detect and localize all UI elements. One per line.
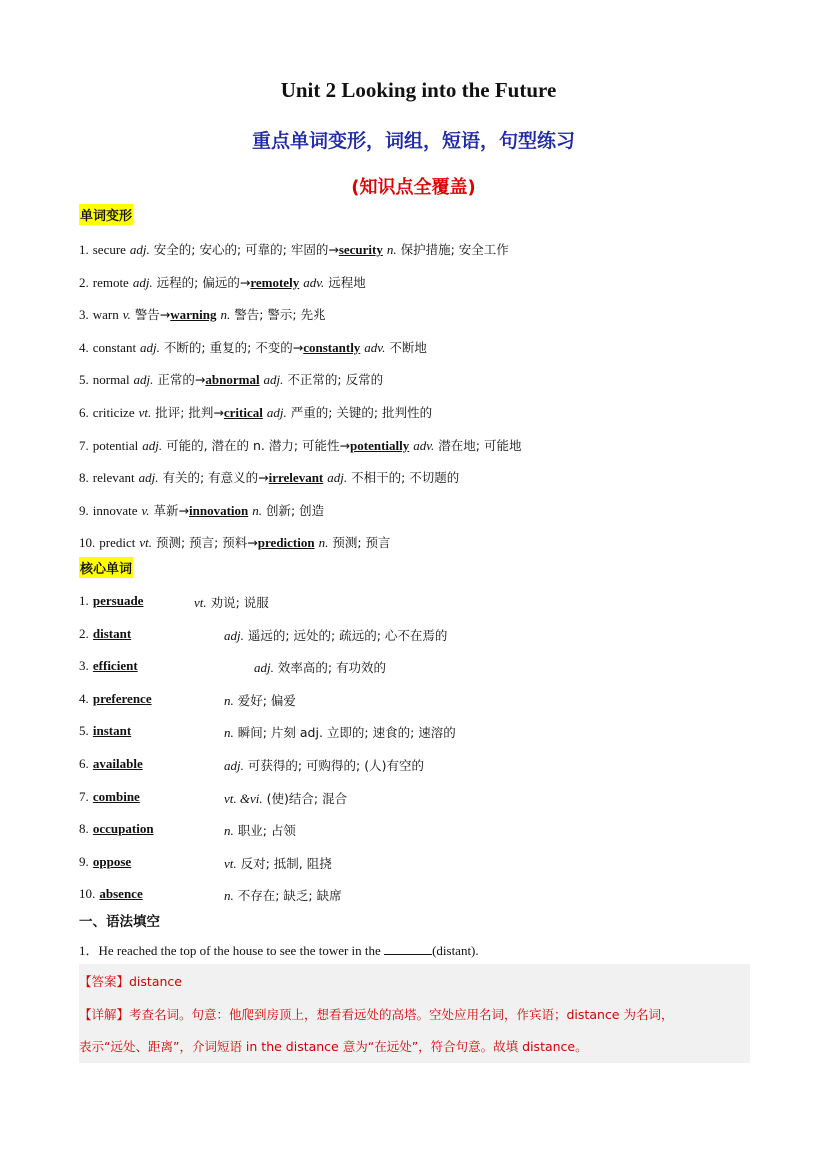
meaning: 远程的; 偏远的→ (156, 274, 251, 290)
core-word-definition (224, 723, 456, 741)
part-of-speech: adj. (142, 437, 163, 453)
meaning: 不存在; 缺乏; 缺席 (237, 888, 342, 904)
core-word-definition (224, 821, 296, 839)
core-word-definition (194, 593, 269, 611)
core-word-item (79, 854, 131, 870)
meaning: 劝说; 说服 (210, 595, 269, 610)
item-number: 3. (79, 307, 89, 323)
item-number: 10. (79, 886, 96, 902)
word-form-item (79, 436, 521, 454)
derived-part-of-speech: adv. (413, 437, 435, 453)
core-word: absence (99, 886, 143, 902)
base-word: remote (92, 274, 129, 290)
core-word-definition (224, 691, 296, 709)
meaning: 革新→ (153, 502, 190, 518)
part-of-speech: n. (224, 888, 234, 904)
meaning: 职业; 占领 (237, 823, 296, 839)
word-form-item (79, 370, 383, 388)
question-text-after: (distant). (432, 943, 479, 958)
core-word-item (79, 626, 131, 642)
part-of-speech: vt. (224, 855, 237, 871)
derived-word: warning (170, 307, 217, 323)
page-subtitle: 重点单词变形，词组，短语，句型练习 (251, 130, 575, 152)
item-number: 1. (79, 242, 89, 257)
item-number: 8. (79, 821, 89, 837)
word-form-item (79, 403, 432, 421)
item-number: 9. (79, 502, 89, 518)
core-word-item (79, 789, 140, 805)
core-word: preference (92, 690, 152, 706)
question-1 (79, 940, 479, 959)
core-word-item (79, 691, 152, 707)
section-core-words-label: 核心单词 (79, 557, 133, 578)
derived-word: security (338, 242, 383, 257)
item-number: 9. (79, 853, 89, 869)
meaning: 安全的; 安心的; 可靠的; 牢固的→ (153, 242, 339, 257)
meaning: 警告→ (134, 307, 171, 323)
part-of-speech: n. (224, 823, 234, 839)
part-of-speech: v. (122, 307, 131, 323)
derived-part-of-speech: adj. (263, 372, 284, 388)
item-number: 10. (79, 535, 96, 551)
derived-word: irrelevant (268, 470, 324, 486)
word-form-item (79, 533, 391, 551)
core-word: combine (92, 788, 140, 804)
item-number: 2. (79, 274, 89, 290)
question-number: 1． (79, 943, 99, 958)
item-number: 7. (79, 788, 89, 804)
derived-meaning: 预测; 预言 (332, 535, 391, 551)
meaning: (使)结合; 混合 (266, 790, 348, 806)
core-word-definition (254, 658, 386, 676)
core-word-definition (224, 789, 347, 807)
core-word: occupation (92, 821, 154, 837)
part-of-speech: n. (224, 725, 234, 741)
derived-meaning: 保护措施; 安全工作 (400, 242, 509, 257)
derived-meaning: 不断地 (389, 339, 427, 355)
core-word-definition (224, 626, 447, 644)
item-number: 6. (79, 756, 89, 771)
meaning: 效率高的; 有功效的 (277, 660, 387, 676)
core-word-item (79, 723, 131, 739)
meaning: 爱好; 偏爱 (237, 692, 296, 708)
word-form-item (79, 338, 427, 356)
section-word-forms-label: 单词变形 (79, 204, 133, 225)
core-word-item (79, 821, 154, 837)
core-word-item (79, 886, 143, 902)
derived-meaning: 潜在地; 可能地 (438, 437, 522, 453)
part-of-speech: adj. (132, 274, 153, 290)
explanation-line-1: 【详解】考查名词。句意：他爬到房顶上，想看看远处的高塔。空处应用名词，作宾语；distance 为名词， (79, 1007, 674, 1022)
derived-part-of-speech: adj. (327, 470, 348, 486)
meaning: 可获得的; 可购得的; (人)有空的 (247, 758, 424, 773)
derived-word: constantly (303, 339, 361, 355)
part-of-speech: vt. (139, 535, 152, 551)
core-word: instant (92, 723, 132, 739)
meaning: 瞬间; 片刻 adj. 立即的; 速食的; 速溶的 (237, 725, 456, 741)
word-form-item (79, 305, 326, 323)
answer-line: 【答案】distance (79, 974, 182, 989)
item-number: 6. (79, 405, 89, 420)
meaning: 正常的→ (157, 372, 206, 388)
item-number: 2. (79, 625, 89, 641)
derived-word: innovation (189, 502, 249, 518)
explanation-line-2: 表示“远处、距离”，介词短语 in the distance 意为“在远处”，符合句意。故填 distance。 (79, 1039, 588, 1054)
item-number: 4. (79, 690, 89, 706)
part-of-speech: vt. &vi. (224, 790, 263, 806)
derived-meaning: 不相干的; 不切题的 (351, 470, 460, 486)
base-word: secure (92, 242, 126, 257)
derived-word: potentially (350, 437, 410, 453)
derived-word: remotely (250, 274, 300, 290)
derived-meaning: 警告; 警示; 先兆 (234, 307, 326, 323)
part-of-speech: n. (224, 692, 234, 708)
derived-part-of-speech: n. (220, 307, 231, 323)
part-of-speech: adj. (224, 758, 244, 773)
meaning: 不断的; 重复的; 不变的→ (163, 339, 304, 355)
derived-word: abnormal (205, 372, 260, 388)
core-word: distant (92, 625, 132, 641)
part-of-speech: adj. (138, 470, 159, 486)
derived-part-of-speech: adj. (266, 405, 287, 420)
answer-blank[interactable] (384, 953, 432, 955)
item-number: 7. (79, 437, 89, 453)
part-of-speech: vt. (138, 405, 152, 420)
core-word-item (79, 756, 143, 772)
base-word: constant (92, 339, 137, 355)
meaning: 反对; 抵制, 阻挠 (240, 855, 332, 871)
derived-word: prediction (257, 535, 315, 551)
part-of-speech: adj. (129, 242, 150, 257)
derived-part-of-speech: adv. (364, 339, 386, 355)
derived-part-of-speech: n. (386, 242, 397, 257)
derived-meaning: 远程地 (328, 274, 366, 290)
question-text-before: He reached the top of the house to see the tower in the (98, 943, 381, 958)
base-word: potential (92, 437, 139, 453)
part-of-speech: vt. (194, 595, 207, 610)
derived-part-of-speech: n. (252, 502, 262, 518)
section-grammar-label: 一、语法填空 (79, 914, 160, 930)
core-word: available (92, 756, 143, 771)
base-word: warn (92, 307, 119, 323)
word-form-item (79, 468, 459, 486)
word-form-item (79, 240, 509, 258)
word-form-item (79, 501, 324, 519)
core-word-definition (224, 756, 424, 774)
meaning: 预测; 预言; 预料→ (155, 535, 258, 551)
meaning: 可能的, 潜在的 n. 潜力; 可能性→ (166, 437, 351, 453)
meaning: 遥远的; 远处的; 疏远的; 心不在焉的 (247, 627, 448, 643)
core-word-definition (224, 854, 332, 872)
core-word-item (79, 593, 143, 609)
part-of-speech: adj. (133, 372, 154, 388)
base-word: criticize (92, 405, 135, 420)
part-of-speech: adj. (140, 339, 160, 355)
core-word-definition (224, 886, 342, 904)
page-subtitle-note: (知识点全覆盖) (351, 177, 476, 198)
meaning: 批评; 批判→ (155, 405, 224, 420)
part-of-speech: v. (141, 502, 150, 518)
core-word: oppose (92, 853, 132, 869)
item-number: 3. (79, 658, 89, 674)
derived-part-of-speech: adv. (303, 274, 325, 290)
derived-meaning: 严重的; 关键的; 批判性的 (290, 405, 433, 420)
derived-word: critical (223, 405, 263, 420)
part-of-speech: adj. (224, 627, 244, 643)
item-number: 5. (79, 372, 89, 388)
base-word: relevant (92, 470, 135, 486)
base-word: predict (99, 535, 136, 551)
core-word-item (79, 658, 138, 674)
item-number: 1. (79, 593, 89, 608)
meaning: 有关的; 有意义的→ (162, 470, 269, 486)
word-form-item (79, 273, 366, 291)
base-word: innovate (92, 502, 138, 518)
item-number: 5. (79, 723, 89, 739)
derived-meaning: 创新; 创造 (265, 502, 325, 518)
derived-meaning: 不正常的; 反常的 (287, 372, 384, 388)
item-number: 8. (79, 470, 89, 486)
core-word: efficient (92, 658, 138, 674)
derived-part-of-speech: n. (318, 535, 329, 551)
base-word: normal (92, 372, 130, 388)
core-word: persuade (92, 593, 144, 608)
part-of-speech: adj. (254, 660, 274, 676)
page-title: Unit 2 Looking into the Future (280, 78, 557, 102)
item-number: 4. (79, 339, 89, 355)
